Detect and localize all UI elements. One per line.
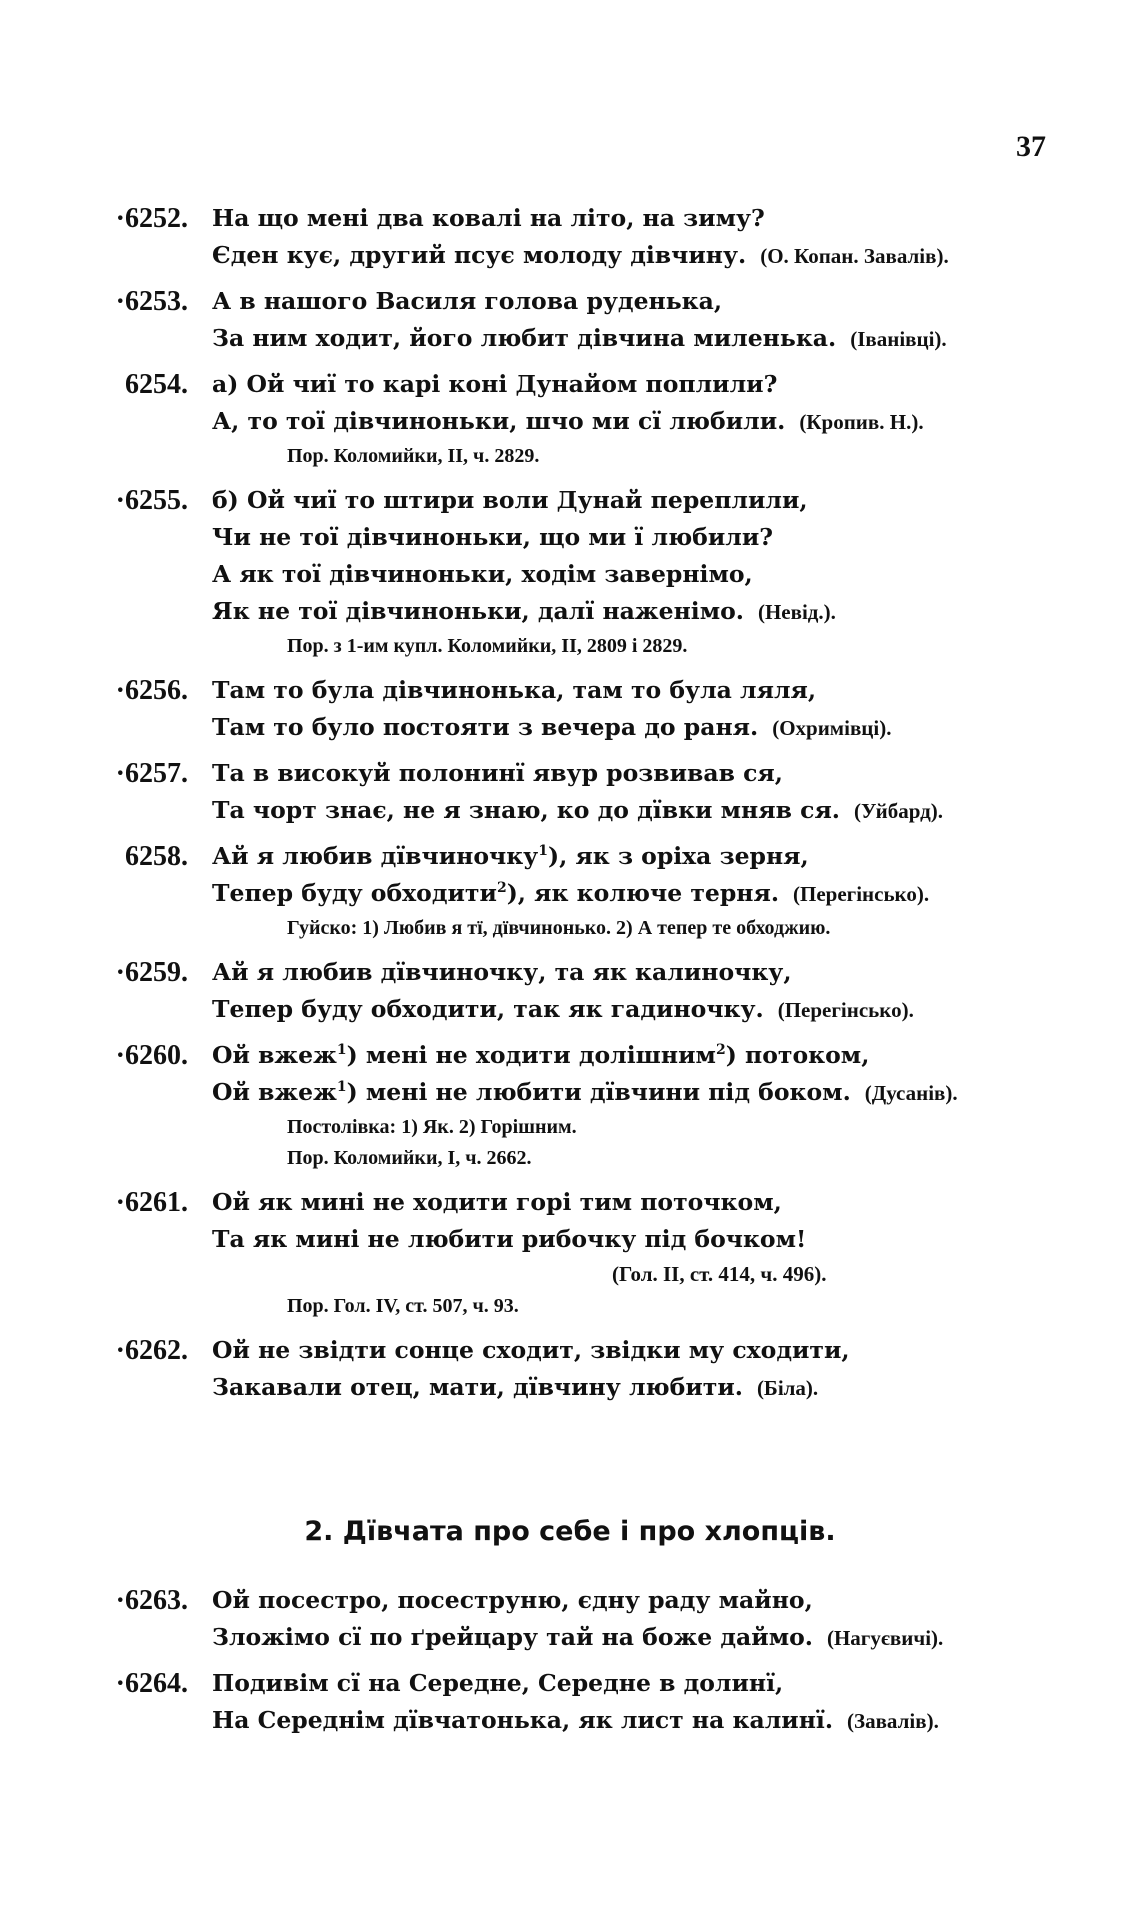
location-label: (О. Копан. Завалів). xyxy=(760,244,949,268)
verse-line xyxy=(212,200,1140,237)
entry xyxy=(0,755,1140,830)
verse-line xyxy=(212,954,1140,991)
footnote: Пор. з 1-им купл. Коломийки, II, 2809 і 2829. xyxy=(287,635,688,657)
entries-section-1 xyxy=(0,200,1140,1407)
entry-number: ·6261. xyxy=(115,1187,188,1218)
source-reference: (Гол. II, ст. 414, ч. 496). xyxy=(612,1262,827,1286)
verse-line xyxy=(212,991,1140,1029)
verse-line xyxy=(212,519,1140,556)
verse-line xyxy=(212,283,1140,320)
verse-line xyxy=(212,709,1140,747)
entry xyxy=(0,200,1140,275)
location-label: (Перегінсько). xyxy=(777,998,914,1022)
entry-number: ·6262. xyxy=(115,1335,188,1366)
verse-text: А, то тої дівчиноньки, шчо ми сї любили. xyxy=(212,407,786,435)
entry-number: ·6263. xyxy=(115,1585,188,1616)
verse-line xyxy=(212,320,1140,358)
entry-number: ·6253. xyxy=(115,286,188,317)
entry xyxy=(0,283,1140,358)
verse-text: а) Ой чиї то карі коні Дунайом поплили? xyxy=(212,370,778,398)
verse-line xyxy=(212,556,1140,593)
location-label: (Нагуєвичі). xyxy=(826,1626,944,1650)
verse-line xyxy=(212,1665,1140,1702)
verse-text: Ой вжеж$^1$) мені не любити дївчини під боком. xyxy=(212,1078,851,1106)
verse-line xyxy=(212,1702,1140,1740)
verse-line xyxy=(212,403,1140,441)
verse-text: Та чорт знає, не я знаю, ко до дївки мняв ся. xyxy=(212,796,840,824)
footnote: Гуйско: 1) Любив я тї, дївчинонько. 2) А тепер те обходжию. xyxy=(287,917,831,939)
entry-number: ·6256. xyxy=(115,675,188,706)
entries-section-2 xyxy=(0,1582,1140,1740)
verse-text: Ой посестро, посеструню, єдну раду майно, xyxy=(212,1586,813,1614)
entry xyxy=(0,1665,1140,1740)
verse-text: Та в високуй полонинї явур розвивав ся, xyxy=(212,759,783,787)
entry-number: ·6259. xyxy=(115,957,188,988)
verse-text: Ай я любив дївчиночку$^1$), як з оріха зерня, xyxy=(212,842,809,870)
entry xyxy=(0,1037,1140,1174)
verse-line xyxy=(212,1369,1140,1407)
verse-line xyxy=(212,792,1140,830)
verse-text: б) Ой чиї то штири воли Дунай переплили, xyxy=(212,486,808,514)
verse-line xyxy=(212,366,1140,403)
verse-text: Ой вжеж$^1$) мені не ходити долішним$^2$) потоком, xyxy=(212,1041,870,1069)
location-label: (Уйбард). xyxy=(853,799,943,823)
verse-line xyxy=(212,1184,1140,1221)
verse-text: На Середнім дївчатонька, як лист на калинї. xyxy=(212,1706,834,1734)
verse-text: На що мені два ковалі на літо, на зиму? xyxy=(212,204,765,232)
footnote: Пор. Коломийки, I, ч. 2662. xyxy=(287,1147,532,1169)
location-label: (Завалів). xyxy=(847,1709,939,1733)
verse-line xyxy=(212,672,1140,709)
entry-number: ·6252. xyxy=(115,203,188,234)
entry xyxy=(0,1184,1140,1322)
verse-line xyxy=(212,875,1140,913)
verse-text: Ой як мині не ходити горі тим поточком, xyxy=(212,1188,782,1216)
verse-text: Там то було постояти з вечера до раня. xyxy=(212,713,759,741)
verse-text: Як не тої дівчиноньки, далї наженімо. xyxy=(212,597,744,625)
verse-line xyxy=(212,482,1140,519)
verse-text: Тепер буду обходити$^2$), як колюче терня. xyxy=(212,879,780,907)
entry xyxy=(0,954,1140,1029)
verse-line xyxy=(212,1332,1140,1369)
entry xyxy=(0,482,1140,662)
verse-line xyxy=(212,1619,1140,1657)
verse-text: Подивім сї на Середне, Середне в долинї, xyxy=(212,1669,784,1697)
location-label: (Кропив. Н.). xyxy=(799,410,924,434)
location-label: (Охримівці). xyxy=(772,716,892,740)
entry xyxy=(0,1582,1140,1657)
location-label: (Біла). xyxy=(756,1376,819,1400)
entry xyxy=(0,366,1140,472)
verse-line xyxy=(212,1582,1140,1619)
location-label: (Невід.). xyxy=(757,600,836,624)
footnote: Постолівка: 1) Як. 2) Горішним. xyxy=(287,1116,577,1138)
verse-line xyxy=(212,1221,1140,1258)
footnote: Пор. Коломийки, II, ч. 2829. xyxy=(287,445,540,467)
entry-number: ·6260. xyxy=(115,1040,188,1071)
verse-line xyxy=(212,1037,1140,1074)
entry xyxy=(0,1332,1140,1407)
location-label: (Дусанів). xyxy=(864,1081,958,1105)
verse-line xyxy=(212,237,1140,275)
verse-line xyxy=(212,593,1140,631)
verse-line xyxy=(212,1074,1140,1112)
verse-text: Ой не звідти сонце сходит, звідки му сходити, xyxy=(212,1336,850,1364)
verse-text: Зложімо сї по ґрейцару тай на боже даймо. xyxy=(212,1623,813,1651)
verse-text: Чи не тої дівчиноньки, що ми ї любили? xyxy=(212,523,774,551)
footnote: Пор. Гол. IV, ст. 507, ч. 93. xyxy=(287,1295,519,1317)
entry xyxy=(0,838,1140,944)
location-label: (Перегінсько). xyxy=(793,882,930,906)
entry-number: ·6264. xyxy=(115,1668,188,1699)
entry-number: ·6257. xyxy=(115,758,188,789)
entry xyxy=(0,672,1140,747)
verse-line xyxy=(212,838,1140,875)
entry-number: 6254. xyxy=(125,369,188,400)
verse-text: За ним ходит, його любит дівчина миленька. xyxy=(212,324,837,352)
verse-text: Там то була дівчинонька, там то була ляля, xyxy=(212,676,817,704)
verse-text: Тепер буду обходити, так як гадиночку. xyxy=(212,995,764,1023)
verse-text: Закавали отец, мати, дївчину любити. xyxy=(212,1373,743,1401)
location-label: (Іванівці). xyxy=(850,327,947,351)
entry-number: 6258. xyxy=(125,841,188,872)
verse-text: Ай я любив дївчиночку, та як калиночку, xyxy=(212,958,792,986)
section-title: 2. Дївчата про себе і про хлопців. xyxy=(304,1516,836,1547)
page-number: 37 xyxy=(1016,130,1046,163)
entry-number: ·6255. xyxy=(115,485,188,516)
verse-text: Та як мині не любити рибочку під бочком! xyxy=(212,1225,807,1253)
verse-text: А в нашого Василя голова руденька, xyxy=(212,287,723,315)
verse-text: А як тої дівчиноньки, ходім завернімо, xyxy=(212,560,753,588)
verse-text: Єден кує, другий псує молоду дівчину. xyxy=(212,241,747,269)
verse-line xyxy=(212,755,1140,792)
